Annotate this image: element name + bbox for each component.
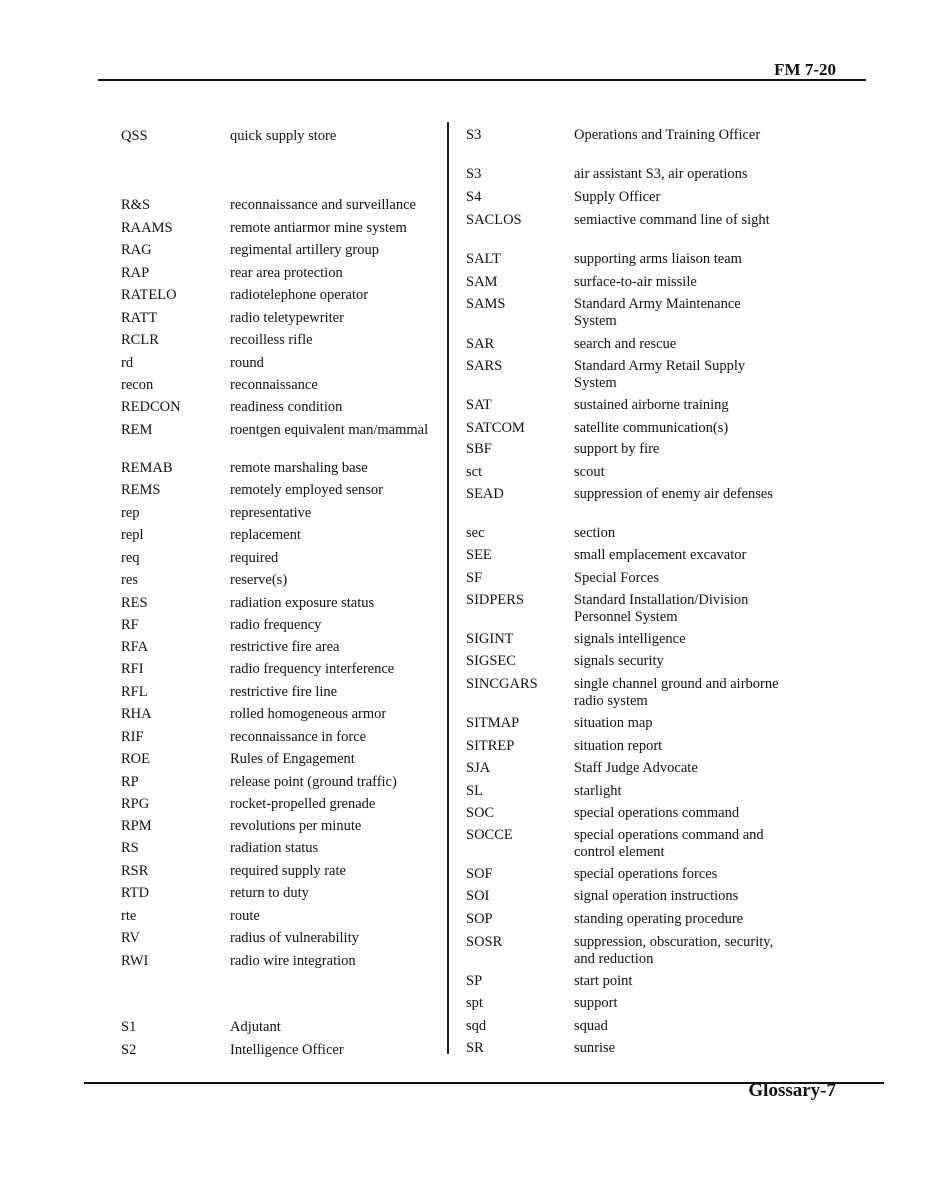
glossary-abbreviation: SP xyxy=(466,973,483,989)
glossary-definition: signals security xyxy=(574,653,664,669)
page-footer: Glossary-7 xyxy=(748,1080,836,1101)
glossary-abbreviation: REMS xyxy=(121,482,161,498)
glossary-abbreviation: RPM xyxy=(121,818,152,834)
glossary-abbreviation: rd xyxy=(121,355,134,371)
glossary-abbreviation: RFI xyxy=(121,661,144,677)
glossary-abbreviation: RCLR xyxy=(121,332,159,348)
glossary-abbreviation: SAM xyxy=(466,274,498,290)
glossary-definition: standing operating procedure xyxy=(574,911,744,927)
glossary-definition: Staff Judge Advocate xyxy=(574,760,698,776)
glossary-definition: required supply rate xyxy=(230,863,346,879)
glossary-abbreviation: SAT xyxy=(466,397,492,413)
glossary-abbreviation: SACLOS xyxy=(466,212,522,228)
glossary-definition: Supply Officer xyxy=(574,189,661,205)
glossary-definition: rocket-propelled grenade xyxy=(230,796,376,812)
glossary-definition: remote antiarmor mine system xyxy=(230,220,407,236)
glossary-abbreviation: SF xyxy=(466,570,483,586)
glossary-definition: roentgen equivalent man/mammal xyxy=(230,422,429,438)
glossary-abbreviation: ROE xyxy=(121,751,150,767)
glossary-abbreviation: req xyxy=(121,550,140,566)
glossary-abbreviation: RS xyxy=(121,840,139,856)
glossary-abbreviation: SOC xyxy=(466,805,495,821)
glossary-definition: suppression of enemy air defenses xyxy=(574,486,773,502)
glossary-abbreviation: RAP xyxy=(121,265,150,281)
glossary-definition: revolutions per minute xyxy=(230,818,362,834)
glossary-definition: special operations command xyxy=(574,805,740,821)
glossary-definition: scout xyxy=(574,464,605,480)
glossary-abbreviation: SR xyxy=(466,1040,484,1056)
glossary-definition: small emplacement excavator xyxy=(574,547,747,563)
glossary-definition: rear area protection xyxy=(230,265,343,281)
glossary-abbreviation: SL xyxy=(466,783,483,799)
glossary-definition: required xyxy=(230,550,279,566)
glossary-definition: semiactive command line of sight xyxy=(574,212,770,228)
glossary-definition: return to duty xyxy=(230,885,309,901)
glossary-definition: round xyxy=(230,355,264,371)
glossary-definition: radiation status xyxy=(230,840,319,856)
glossary-definition: Standard Army Retail Supply System xyxy=(574,358,746,391)
page-header: FM 7-20 xyxy=(774,60,836,79)
glossary-definition: quick supply store xyxy=(230,128,337,144)
glossary-abbreviation: RHA xyxy=(121,706,152,722)
glossary-abbreviation: sqd xyxy=(466,1018,487,1034)
glossary-abbreviation: SJA xyxy=(466,760,491,776)
glossary-definition: situation map xyxy=(574,715,653,731)
glossary-abbreviation: RAAMS xyxy=(121,220,173,236)
glossary-definition: Standard Army Maintenance System xyxy=(574,296,741,329)
glossary-abbreviation: SOP xyxy=(466,911,493,927)
glossary-definition: Standard Installation/Division Personnel System xyxy=(574,592,749,625)
glossary-abbreviation: SAR xyxy=(466,336,495,352)
glossary-abbreviation: RATELO xyxy=(121,287,177,303)
glossary-abbreviation: RWI xyxy=(121,953,149,969)
glossary-definition: signal operation instructions xyxy=(574,888,739,904)
glossary-definition: supporting arms liaison team xyxy=(574,251,742,267)
glossary-abbreviation: SIGINT xyxy=(466,631,514,647)
glossary-abbreviation: SIGSEC xyxy=(466,653,516,669)
glossary-definition: support by fire xyxy=(574,441,660,457)
glossary-abbreviation: recon xyxy=(121,377,154,393)
glossary-abbreviation: spt xyxy=(466,995,483,1011)
glossary-abbreviation: rep xyxy=(121,505,140,521)
glossary-definition: reconnaissance xyxy=(230,377,318,393)
glossary-abbreviation: sct xyxy=(466,464,483,480)
glossary-definition: radiotelephone operator xyxy=(230,287,369,303)
glossary-abbreviation: SOI xyxy=(466,888,490,904)
glossary-abbreviation: SATCOM xyxy=(466,420,525,436)
glossary-abbreviation: S4 xyxy=(466,189,482,205)
glossary-abbreviation: rte xyxy=(121,908,137,924)
glossary-definition: readiness condition xyxy=(230,399,343,415)
glossary-abbreviation: res xyxy=(121,572,138,588)
glossary-definition: search and rescue xyxy=(574,336,677,352)
glossary-definition: remote marshaling base xyxy=(230,460,368,476)
glossary-abbreviation: RAG xyxy=(121,242,152,258)
glossary-abbreviation: RF xyxy=(121,617,139,633)
glossary-definition: replacement xyxy=(230,527,301,543)
glossary-abbreviation: REM xyxy=(121,422,153,438)
glossary-definition: surface-to-air missile xyxy=(574,274,697,290)
glossary-abbreviation: S3 xyxy=(466,166,482,182)
glossary-definition: Operations and Training Officer xyxy=(574,127,761,143)
glossary-definition: sunrise xyxy=(574,1040,616,1056)
glossary-definition: single channel ground and airborne radio system xyxy=(574,676,779,709)
glossary-definition: radio teletypewriter xyxy=(230,310,344,326)
glossary-definition: reconnaissance in force xyxy=(230,729,367,745)
glossary-definition: reserve(s) xyxy=(230,572,288,588)
glossary-abbreviation: SALT xyxy=(466,251,501,267)
glossary-definition: start point xyxy=(574,973,633,989)
glossary-definition: restrictive fire area xyxy=(230,639,340,655)
glossary-abbreviation: REDCON xyxy=(121,399,181,415)
glossary-definition: section xyxy=(574,525,616,541)
glossary-abbreviation: SOCCE xyxy=(466,827,513,843)
glossary-abbreviation: sec xyxy=(466,525,485,541)
glossary-abbreviation: repl xyxy=(121,527,144,543)
glossary-abbreviation: SEE xyxy=(466,547,492,563)
glossary-abbreviation: RATT xyxy=(121,310,158,326)
column-divider xyxy=(447,122,449,1054)
glossary-abbreviation: REMAB xyxy=(121,460,173,476)
glossary-abbreviation: SAMS xyxy=(466,296,506,312)
glossary-definition: regimental artillery group xyxy=(230,242,379,258)
glossary-definition: radio wire integration xyxy=(230,953,356,969)
glossary-definition: starlight xyxy=(574,783,622,799)
glossary-abbreviation: RPG xyxy=(121,796,150,812)
glossary-definition: release point (ground traffic) xyxy=(230,774,397,790)
glossary-abbreviation: RSR xyxy=(121,863,149,879)
glossary-definition: satellite communication(s) xyxy=(574,420,729,436)
glossary-abbreviation: R&S xyxy=(121,197,151,213)
glossary-abbreviation: RIF xyxy=(121,729,144,745)
glossary-definition: Intelligence Officer xyxy=(230,1042,344,1058)
glossary-abbreviation: SOF xyxy=(466,866,493,882)
glossary-definition: air assistant S3, air operations xyxy=(574,166,748,182)
glossary-definition: Rules of Engagement xyxy=(230,751,355,767)
glossary-abbreviation: RES xyxy=(121,595,148,611)
glossary-definition: reconnaissance and surveillance xyxy=(230,197,416,213)
glossary-abbreviation: QSS xyxy=(121,128,148,144)
glossary-abbreviation: S3 xyxy=(466,127,482,143)
glossary-abbreviation: SARS xyxy=(466,358,503,374)
glossary-abbreviation: RFA xyxy=(121,639,149,655)
glossary-definition: restrictive fire line xyxy=(230,684,338,700)
glossary-definition: radiation exposure status xyxy=(230,595,375,611)
glossary-definition: recoilless rifle xyxy=(230,332,313,348)
glossary-definition: radio frequency interference xyxy=(230,661,395,677)
glossary-definition: situation report xyxy=(574,738,663,754)
glossary-abbreviation: SITMAP xyxy=(466,715,520,731)
glossary-abbreviation: SEAD xyxy=(466,486,504,502)
glossary-definition: route xyxy=(230,908,260,924)
glossary-abbreviation: RV xyxy=(121,930,140,946)
glossary-definition: squad xyxy=(574,1018,608,1034)
glossary-definition: rolled homogeneous armor xyxy=(230,706,387,722)
glossary-abbreviation: RTD xyxy=(121,885,150,901)
glossary-abbreviation: SBF xyxy=(466,441,492,457)
glossary-definition: sustained airborne training xyxy=(574,397,729,413)
glossary-abbreviation: SINCGARS xyxy=(466,676,538,692)
glossary-definition: support xyxy=(574,995,618,1011)
glossary-abbreviation: SOSR xyxy=(466,934,503,950)
glossary-definition: signals intelligence xyxy=(574,631,686,647)
glossary-abbreviation: RP xyxy=(121,774,139,790)
glossary-abbreviation: RFL xyxy=(121,684,148,700)
glossary-definition: radio frequency xyxy=(230,617,322,633)
glossary-abbreviation: S1 xyxy=(121,1019,137,1035)
glossary-definition: remotely employed sensor xyxy=(230,482,384,498)
glossary-abbreviation: S2 xyxy=(121,1042,137,1058)
header-rule xyxy=(98,79,866,81)
glossary-definition: special operations forces xyxy=(574,866,718,882)
glossary-definition: radius of vulnerability xyxy=(230,930,359,946)
glossary-definition: special operations command and control element xyxy=(574,827,764,860)
glossary-definition: representative xyxy=(230,505,312,521)
glossary-definition: Adjutant xyxy=(230,1019,281,1035)
glossary-definition: Special Forces xyxy=(574,570,659,586)
glossary-abbreviation: SIDPERS xyxy=(466,592,525,608)
glossary-abbreviation: SITREP xyxy=(466,738,515,754)
glossary-definition: suppression, obscuration, security, and reduction xyxy=(574,934,774,967)
